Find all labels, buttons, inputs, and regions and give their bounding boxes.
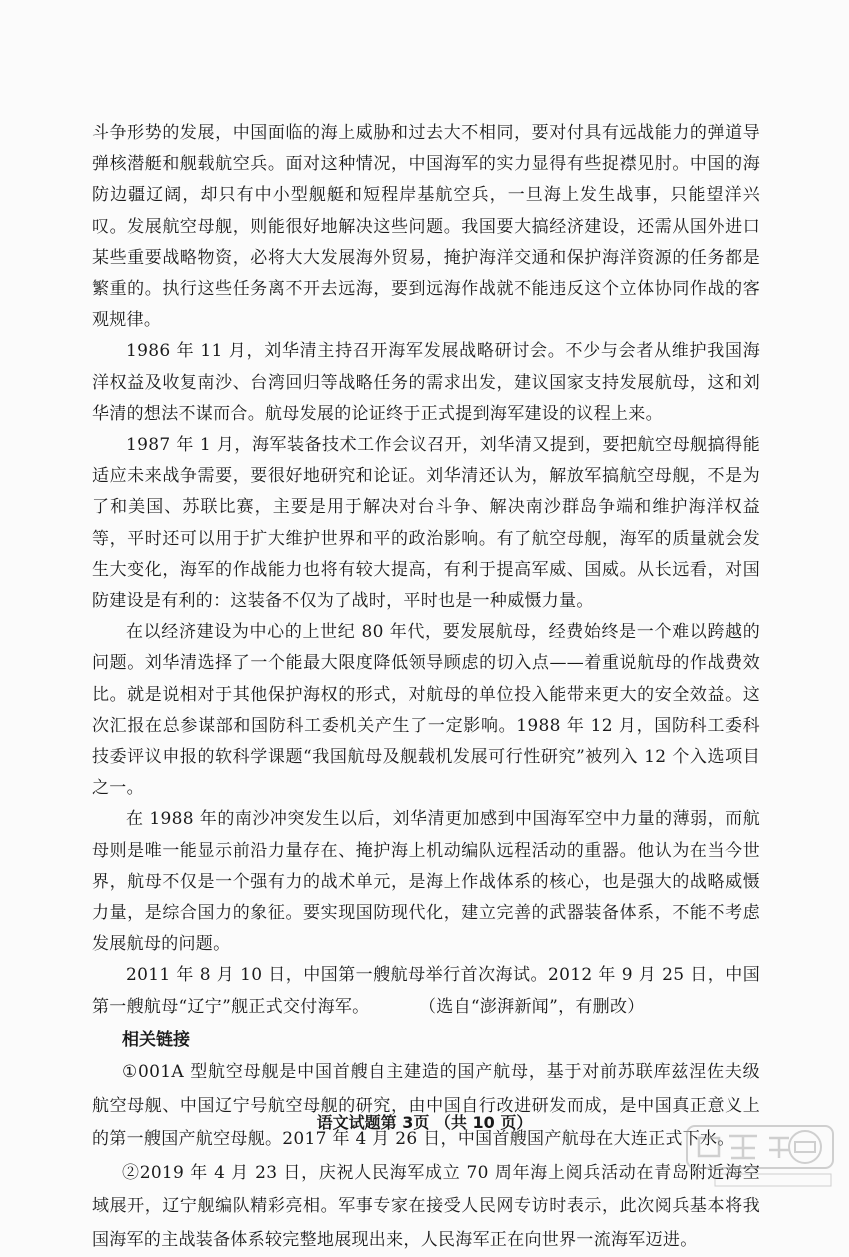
related-link-item: ②2019 年 4 月 23 日，庆祝人民海军成立 70 周年海上阅兵活动在青岛附近海空域展开，辽宁舰编队精彩亮相。军事专家在接受人民网专访时表示，此次阅兵基本将我国海军的主战装备体系较完整地展现出来，人民海军正在向世界一流海军迈进。	[92, 1162, 760, 1250]
source-note: （选自“澎湃新闻”，有删改）	[427, 996, 645, 1017]
article-paragraph-last	[92, 960, 760, 1022]
article-body	[92, 118, 760, 1257]
article-paragraph: 1987 年 1 月，海军装备技术工作会议召开，刘华清又提到，要把航空母舰搞得能适应未来战争需要，要很好地研究和论证。刘华清还认为，解放军搞航空母舰，不是为了和美国、苏联比赛，主要是用于解决对台斗争、解决南沙群岛争端和维护海洋权益等，平时还可以用于扩大维护世界和平的政治影响。有了航空母舰，海军的质量就会发生大变化，海军的作战能力也将有较大提高，有利于提高军威、国威。从长远看，对国防建设是有利的：这装备不仅为了战时，平时也是一种威慑力量。	[92, 435, 760, 612]
article-paragraph: 在 1988 年的南沙冲突发生以后，刘华清更加感到中国海军空中力量的薄弱，而航母则是唯一能显示前沿力量存在、掩护海上机动编队远程活动的重器。他认为在当今世界，航母不仅是一个强有力的战术单元，是海上作战体系的核心，也是强大的战略威慑力量，是综合国力的象征。要实现国防现代化，建立完善的武器装备体系，不能不考虑发展航母的问题。	[92, 809, 760, 955]
related-link-item: ①001A 型航空母舰是中国首艘自主建造的国产航母，基于对前苏联库兹涅佐夫级航空母舰、中国辽宁号航空母舰的研究，由中国自行改进研发而成，是中国真正意义上的第一艘国产航空母舰。2017 年 4 月 26 日，中国首艘国产航母在大连正式下水。	[92, 1062, 760, 1150]
related-links-heading: 相关链接	[122, 1029, 190, 1050]
article-paragraph: 斗争形势的发展，中国面临的海上威胁和过去大不相同，要对付具有远战能力的弹道导弹核潜艇和舰载航空兵。面对这种情况，中国海军的实力显得有些捉襟见肘。中国的海防边疆辽阔，却只有中小型舰艇和短程岸基航空兵，一旦海上发生战事，只能望洋兴叹。发展航空母舰，则能很好地解决这些问题。我国要大搞经济建设，还需从国外进口某些重要战略物资，必将大大发展海外贸易，掩护海洋交通和保护海洋资源的任务都是繁重的。执行这些任务离不开去远海，要到远海作战就不能违反这个立体协同作战的客观规律。	[92, 123, 760, 331]
watermark-logo	[685, 1120, 835, 1190]
article-paragraph-text: 2011 年 8 月 10 日，中国第一艘航母举行首次海试。2012 年 9 月 25 日，中国第一艘航母“辽宁”舰正式交付海军。	[92, 965, 760, 1017]
page-footer: 语文试题第 3页 （共 10 页）	[316, 1113, 533, 1132]
article-paragraph: 在以经济建设为中心的上世纪 80 年代，要发展航母，经费始终是一个难以跨越的问题。刘华清选择了一个能最大限度降低领导顾虑的切入点——着重说航母的作战费效比。就是说相对于其他保护海权的形式，对航母的单位投入能带来更大的安全效益。这次汇报在总参谋部和国防科工委机关产生了一定影响。1988 年 12 月，国防科工委科技委评议申报的软科学课题“我国航母及舰载机发展可行性研究”被列入 12 个入选项目之一。	[92, 622, 760, 799]
article-paragraph: 1986 年 11 月，刘华清主持召开海军发展战略研讨会。不少与会者从维护我国海洋权益及收复南沙、台湾回归等战略任务的需求出发，建议国家支持发展航母，这和刘华清的想法不谋而合。航母发展的论证终于正式提到海军建设的议程上来。	[92, 341, 760, 424]
